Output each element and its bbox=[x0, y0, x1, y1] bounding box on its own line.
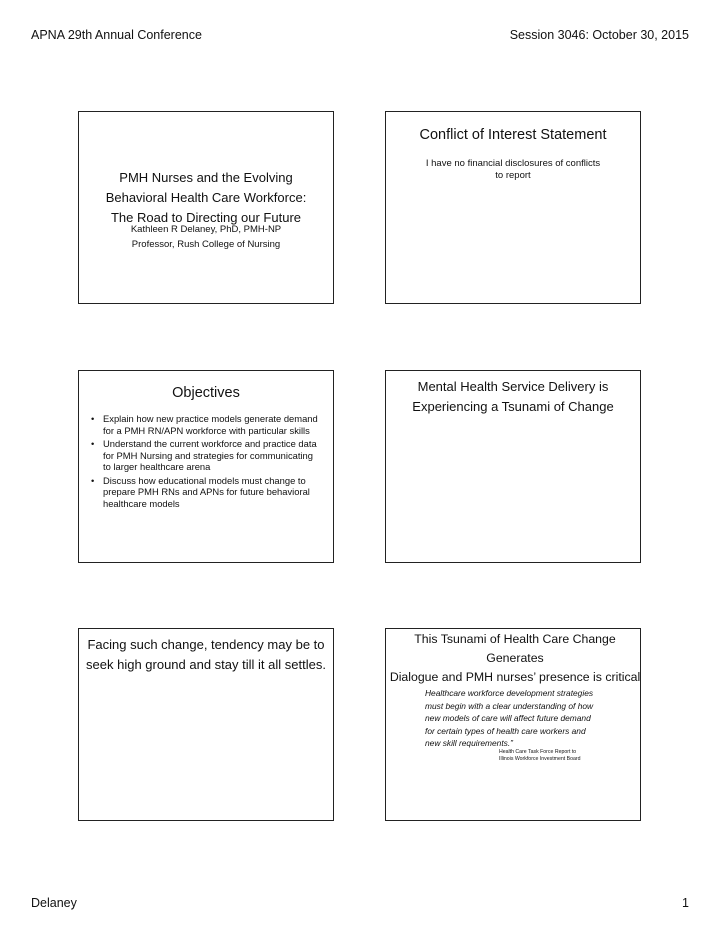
title-line: Experiencing a Tsunami of Change bbox=[412, 399, 614, 414]
body-line: I have no financial disclosures of conflicts bbox=[425, 158, 601, 169]
page-number: 1 bbox=[682, 896, 689, 910]
author-affiliation: Professor, Rush College of Nursing bbox=[131, 239, 281, 250]
citation-line: Illinois Workforce Investment Board bbox=[499, 756, 581, 762]
quote-line: for certain types of health care workers and bbox=[425, 725, 586, 736]
title-line: Dialogue and PMH nurses’ presence is critical bbox=[389, 670, 641, 684]
slide-citation bbox=[499, 749, 630, 763]
slide-title bbox=[78, 111, 334, 304]
list-item: • Understand the current workforce and practice data for PMH Nursing and strategies for communicating to larger healthcare arena bbox=[91, 438, 317, 472]
slide-high-ground bbox=[78, 628, 334, 821]
title-line: Mental Health Service Delivery is bbox=[417, 379, 609, 394]
title-line: seek high ground and stay till it all settles. bbox=[86, 657, 326, 672]
quote-line: new models of care will affect future demand bbox=[425, 713, 591, 724]
slide-title-heading bbox=[79, 168, 333, 228]
footer-author: Delaney bbox=[31, 896, 77, 910]
slide-heading bbox=[384, 630, 646, 687]
slide-dialogue bbox=[385, 628, 641, 821]
bullet-icon: • bbox=[91, 438, 95, 449]
title-line: Behavioral Health Care Workforce: bbox=[105, 190, 307, 205]
body-line: to report bbox=[495, 170, 531, 181]
quote-line: Healthcare workforce development strategies bbox=[425, 688, 594, 698]
slide-heading: Objectives bbox=[172, 385, 240, 401]
slide-conflict bbox=[385, 111, 641, 304]
slide-body bbox=[404, 158, 622, 182]
slide-heading: Conflict of Interest Statement bbox=[419, 127, 607, 143]
objectives-list bbox=[89, 413, 319, 511]
bullet-icon: • bbox=[91, 413, 95, 424]
slide-author bbox=[79, 222, 333, 252]
bullet-icon: • bbox=[91, 474, 95, 486]
slide-quote bbox=[425, 687, 610, 750]
title-line: PMH Nurses and the Evolving bbox=[119, 170, 293, 185]
slide-objectives bbox=[78, 370, 334, 563]
slide-tsunami bbox=[385, 370, 641, 563]
title-line: This Tsunami of Health Care Change Generates bbox=[414, 632, 616, 665]
header-conference: APNA 29th Annual Conference bbox=[31, 28, 202, 42]
author-name: Kathleen R Delaney, PhD, PMH-NP bbox=[130, 224, 282, 235]
slide-heading bbox=[79, 635, 333, 675]
header-session: Session 3046: October 30, 2015 bbox=[509, 28, 689, 42]
quote-line: new skill requirements.” bbox=[425, 738, 513, 749]
slide-heading bbox=[386, 377, 640, 417]
title-line: Facing such change, tendency may be to bbox=[87, 637, 325, 652]
quote-line: must begin with a clear understanding of how bbox=[425, 700, 594, 711]
title-line: The Road to Directing our Future bbox=[110, 210, 302, 225]
citation-line: Health Care Task Force Report to bbox=[499, 749, 577, 755]
list-item: • Discuss how educational models must change to prepare PMH RNs and APNs for future behavioral healthcare models bbox=[91, 474, 310, 509]
list-item: • Explain how new practice models generate demand for a PMH RN/APN workforce with particular skills bbox=[91, 413, 318, 436]
